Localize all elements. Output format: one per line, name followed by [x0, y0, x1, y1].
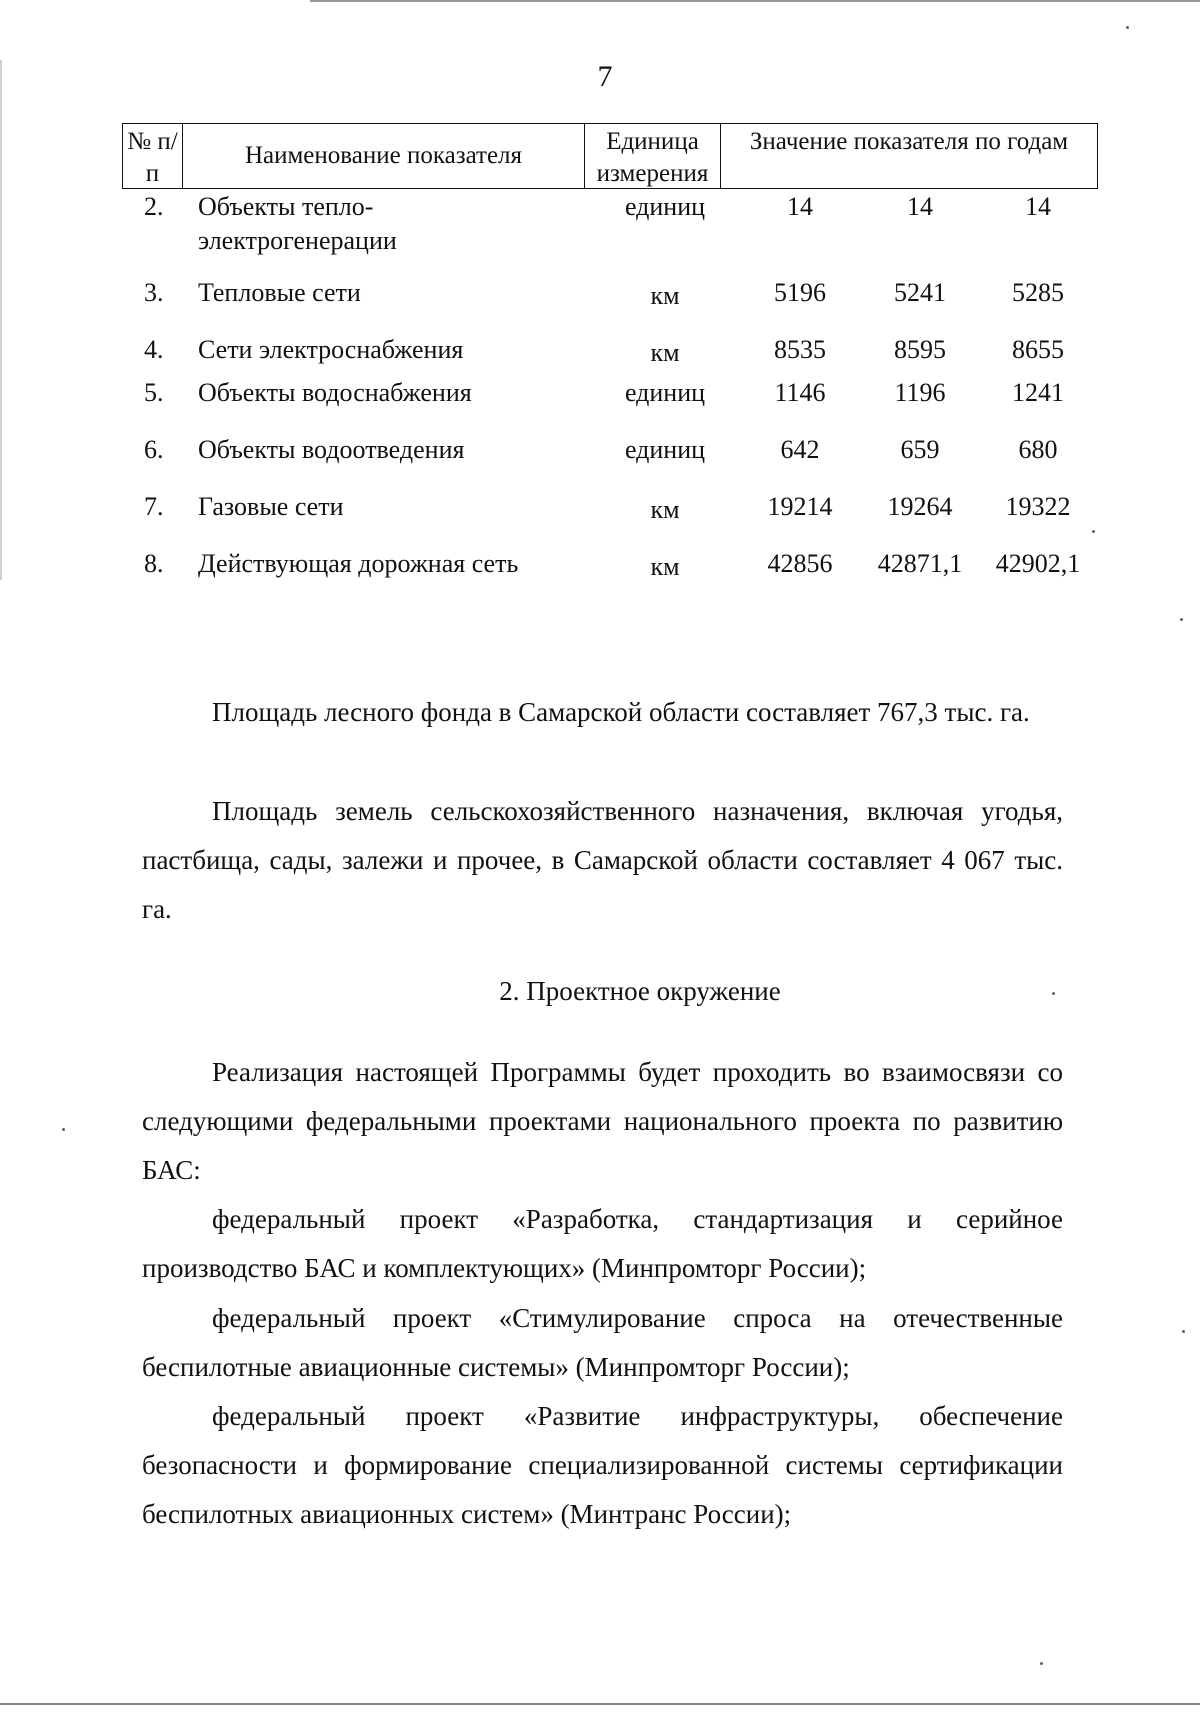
- row-value-2: 14: [907, 192, 933, 221]
- row-value-1: 1146: [774, 378, 826, 407]
- row-unit: км: [650, 552, 680, 581]
- row-value-2: 8595: [894, 335, 946, 364]
- section-heading: 2. Проектное окружение: [499, 976, 781, 1006]
- row-value-3: 5285: [1012, 278, 1064, 307]
- row-name: Сети электроснабжения: [198, 335, 464, 364]
- scan-speck: [62, 1128, 65, 1131]
- row-value-3: 14: [1025, 192, 1051, 221]
- row-value-3: 8655: [1012, 335, 1064, 364]
- row-value-2: 42871,1: [877, 549, 963, 578]
- scan-speck: [1180, 618, 1183, 621]
- scan-speck: [1092, 530, 1095, 533]
- paragraph-agricultural-land: Площадь земель сельскохозяйственного назначения, включая угодья, пастбища, сады, залежи и прочее, в Самарской области составляет 4 067 тыс. га.: [142, 796, 1063, 924]
- row-value-1: 14: [787, 192, 813, 221]
- row-number: 5.: [144, 378, 164, 407]
- scan-edge-bottom: [0, 1703, 1200, 1705]
- row-value-1: 8535: [774, 335, 826, 364]
- row-unit: км: [650, 338, 680, 367]
- paragraph-project-1: федеральный проект «Разработка, стандартизация и серийное производство БАС и комплектующих» (Минпромторг России);: [142, 1204, 1063, 1283]
- row-value-1: 19214: [767, 492, 833, 521]
- row-number: 6.: [144, 435, 164, 464]
- header-indicator-name: Наименование показателя: [183, 124, 585, 188]
- row-value-3: 42902,1: [995, 549, 1081, 578]
- row-unit: км: [650, 495, 680, 524]
- row-number: 8.: [144, 549, 164, 578]
- row-unit: единиц: [624, 192, 706, 221]
- page-number: 7: [597, 60, 613, 93]
- row-value-2: 659: [900, 435, 940, 464]
- paragraph-intro: Реализация настоящей Программы будет проходить во взаимосвязи со следующими федеральными проектами национального проекта по развитию БАС:: [142, 1057, 1063, 1185]
- scan-edge-top: [310, 0, 1200, 2]
- header-values-by-year: Значение показателя по годам: [749, 128, 1069, 155]
- row-value-2: 1196: [894, 378, 946, 407]
- row-name: Газовые сети: [198, 492, 344, 521]
- row-number: 3.: [144, 278, 164, 307]
- scan-speck: [1182, 1330, 1185, 1333]
- row-name: Объекты тепло-электрогенерации: [198, 192, 397, 255]
- scan-speck: [1040, 1662, 1043, 1665]
- row-number: 7.: [144, 492, 164, 521]
- row-number: 4.: [144, 335, 164, 364]
- row-unit: единиц: [624, 378, 706, 407]
- row-value-1: 42856: [767, 549, 833, 578]
- scan-edge-left: [0, 60, 2, 580]
- paragraph-project-2: федеральный проект «Стимулирование спроса на отечественные беспилотные авиационные системы» (Минпромторг России);: [142, 1303, 1063, 1382]
- header-number: № п/п: [123, 124, 183, 188]
- row-unit: единиц: [624, 435, 706, 464]
- row-name: Тепловые сети: [198, 278, 361, 307]
- table-header: [122, 123, 1098, 189]
- row-value-2: 19264: [887, 492, 953, 521]
- row-value-1: 642: [780, 435, 820, 464]
- scan-speck: [1126, 26, 1129, 29]
- row-unit: км: [650, 281, 680, 310]
- header-unit: Единица измерения: [585, 124, 721, 188]
- row-name: Действующая дорожная сеть: [198, 549, 519, 578]
- paragraph-project-3: федеральный проект «Развитие инфраструктуры, обеспечение безопасности и формирование специализированной системы сертификации беспилотных авиационных систем» (Минтранс России);: [142, 1401, 1063, 1529]
- row-name: Объекты водоотведения: [198, 435, 465, 464]
- row-number: 2.: [144, 192, 164, 221]
- row-value-3: 19322: [1005, 492, 1071, 521]
- row-value-1: 5196: [774, 278, 826, 307]
- row-value-3: 1241: [1012, 378, 1064, 407]
- row-name: Объекты водоснабжения: [198, 378, 472, 407]
- paragraph-forest-area: Площадь лесного фонда в Самарской области составляет 767,3 тыс. га.: [212, 697, 1030, 727]
- row-value-3: 680: [1018, 435, 1058, 464]
- row-value-2: 5241: [894, 278, 946, 307]
